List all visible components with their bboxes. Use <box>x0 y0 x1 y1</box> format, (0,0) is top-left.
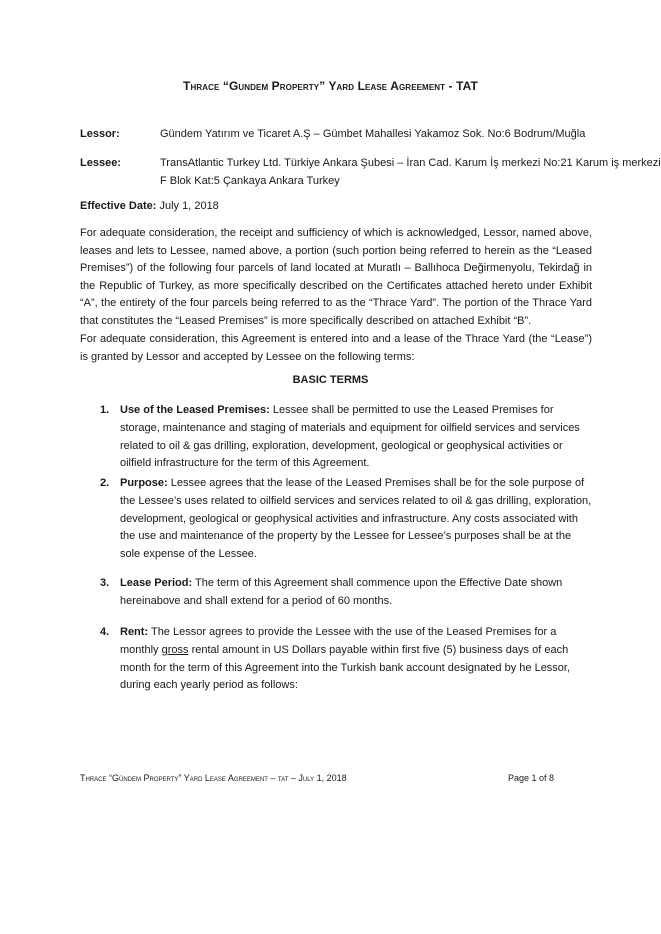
term-heading: Rent: <box>120 626 149 638</box>
effective-date-label: Effective Date: <box>80 200 157 212</box>
term-number: 2. <box>100 477 110 489</box>
term-heading: Purpose: <box>120 477 168 489</box>
term-number: 3. <box>100 577 110 589</box>
document-title: Thrace “Gundem Property” Yard Lease Agreement - TAT <box>183 79 478 93</box>
effective-date-value: July 1, 2018 <box>159 200 219 212</box>
term-heading: Lease Period: <box>120 577 193 589</box>
footer-page-number: Page 1 of 8 <box>508 773 555 783</box>
term-text: Lessee agrees that the lease of the Leased Premises shall be for the sole purpose of the Lessee’s uses related to oilfield services and services related to oil & gas drilling, exploration, development, geological or geophysical activities and infrastructure. Any costs associated with the use and maintenance of the property by the Lessee for Lessee’s purposes shall be at the sole expense of the Lessee. <box>120 477 592 561</box>
term-heading: Use of the Leased Premises: <box>120 404 270 416</box>
term-text: The term of this Agreement shall commence upon the Effective Date shown hereinabove and shall extend for a period of 60 months. <box>120 577 563 607</box>
lessee-label: Lessee: <box>80 157 121 169</box>
lessor-label: Lessor: <box>80 128 120 140</box>
term-number: 1. <box>100 404 110 416</box>
term-text-underlined: gross <box>161 643 189 656</box>
lessor-value: Gündem Yatırım ve Ticaret A.Ş – Gümbet Mahallesi Yakamoz Sok. No:6 Bodrum/Muğla <box>160 128 586 140</box>
paragraph-agreement: For adequate consideration, this Agreement is entered into and a lease of the Thrace Yard (the “Lease”) is granted by Lessor and accepted by Lessee on the following terms: <box>80 333 592 363</box>
term-text-after: rental amount in US Dollars payable within first five (5) business days of each month for the term of this Agreement into the Turkish bank account designated by he Lessor, during each yearly period as follows: <box>120 643 571 692</box>
lessee-value: TransAtlantic Turkey Ltd. Türkiye Ankara Şubesi – İran Cad. Karum İş merkezi No:21 Karum iş merkezi F Blok Kat:5 Çankaya Ankara Turkey <box>160 157 661 187</box>
footer-document-title: Thrace “Gündem Property” Yard Lease Agreement – tat – July 1, 2018 <box>80 773 347 783</box>
effective-date <box>80 197 219 215</box>
basic-terms-heading: BASIC TERMS <box>292 374 369 386</box>
term-text-before: The Lessor agrees to provide the Lessee with the use of the Leased Premises for a monthly <box>120 626 557 656</box>
paragraph-consideration: For adequate consideration, the receipt and sufficiency of which is acknowledged, Lessor, named above, leases and lets to Lessee, named above, a portion (such portion being referred to herein as the “Leased Premises”) of the following four parcels of land located at Muratlı – Ballıhoca Değirmenyolu, Tekirdağ in the Republic of Turkey, as more specifically described on the Certificates attached hereto under Exhibit “A”, the entirety of the four parcels being referred to as the “Thrace Yard”. The portion of the Thrace Yard that constitutes the “Leased Premises” is more specifically described on attached Exhibit “B”. <box>80 227 592 327</box>
term-number: 4. <box>100 626 110 638</box>
term-text: Lessee shall be permitted to use the Leased Premises for storage, maintenance and staging of materials and equipment for oilfield services and services related to oil & gas drilling, exploration, development, geological or geophysical activities or oilfield infrastructure for the term of this Agreement. <box>120 404 580 470</box>
